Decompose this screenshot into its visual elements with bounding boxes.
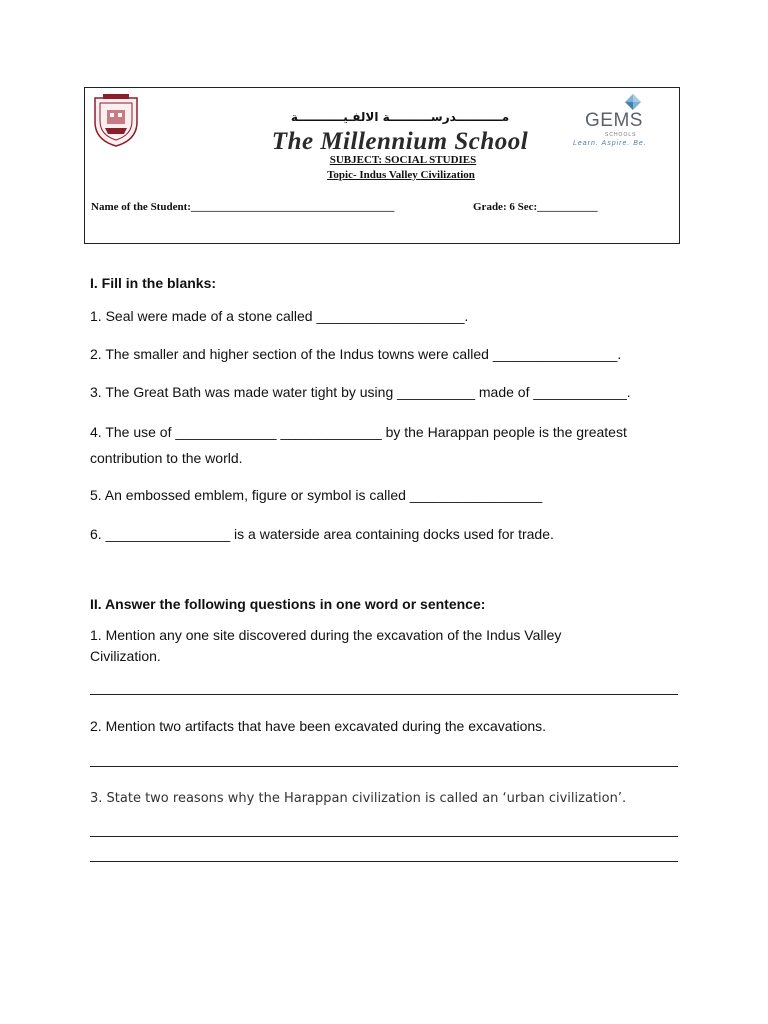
subject-title: SUBJECT: SOCIAL STUDIES: [329, 154, 477, 166]
short-question-2: 2. Mention two artifacts that have been excavated during the excavations.: [90, 718, 547, 734]
school-name: The Millennium School: [271, 128, 529, 155]
blank-question-6: 6. ________________ is a waterside area containing docks used for trade.: [90, 526, 554, 542]
worksheet-header: [84, 87, 680, 244]
student-name-field[interactable]: Name of the Student:_____________________________________: [91, 201, 395, 213]
blank-question-3: 3. The Great Bath was made water tight by using __________ made of ____________.: [90, 384, 631, 400]
school-crest-icon: [91, 92, 141, 148]
gems-tagline: Learn. Aspire. Be.: [573, 140, 647, 147]
answer-line[interactable]: [90, 861, 678, 862]
short-question-1: 1. Mention any one site discovered during the excavation of the Indus Valley Civilization.: [90, 627, 562, 664]
gems-diamond-icon: [625, 94, 641, 110]
short-question-3: 3. State two reasons why the Harappan civilization is called an ‘urban civilization’.: [90, 791, 627, 806]
topic-title: Topic- Indus Valley Civilization: [327, 169, 475, 181]
blank-question-1: 1. Seal were made of a stone called ___________________.: [90, 308, 469, 324]
answer-line[interactable]: [90, 694, 678, 695]
gems-logo: [571, 92, 667, 152]
answer-line[interactable]: [90, 766, 678, 767]
gems-wordmark: GEMS: [585, 110, 643, 131]
gems-subtitle: SCHOOLS: [605, 132, 637, 138]
arabic-school-name: مـــــــــــدرســــــــــة الالفـيـــــــــــة: [290, 110, 510, 124]
section-1-heading: I. Fill in the blanks:: [90, 275, 217, 291]
blank-question-5: 5. An embossed emblem, figure or symbol is called _________________: [90, 487, 543, 503]
answer-line[interactable]: [90, 836, 678, 837]
blank-question-4: 4. The use of _____________ _____________ by the Harappan people is the greatest contribution to the world.: [90, 424, 627, 466]
section-2-heading: II. Answer the following questions in one word or sentence:: [90, 596, 486, 612]
grade-section-field[interactable]: Grade: 6 Sec:___________: [473, 201, 598, 213]
blank-question-2: 2. The smaller and higher section of the Indus towns were called ________________.: [90, 346, 622, 362]
